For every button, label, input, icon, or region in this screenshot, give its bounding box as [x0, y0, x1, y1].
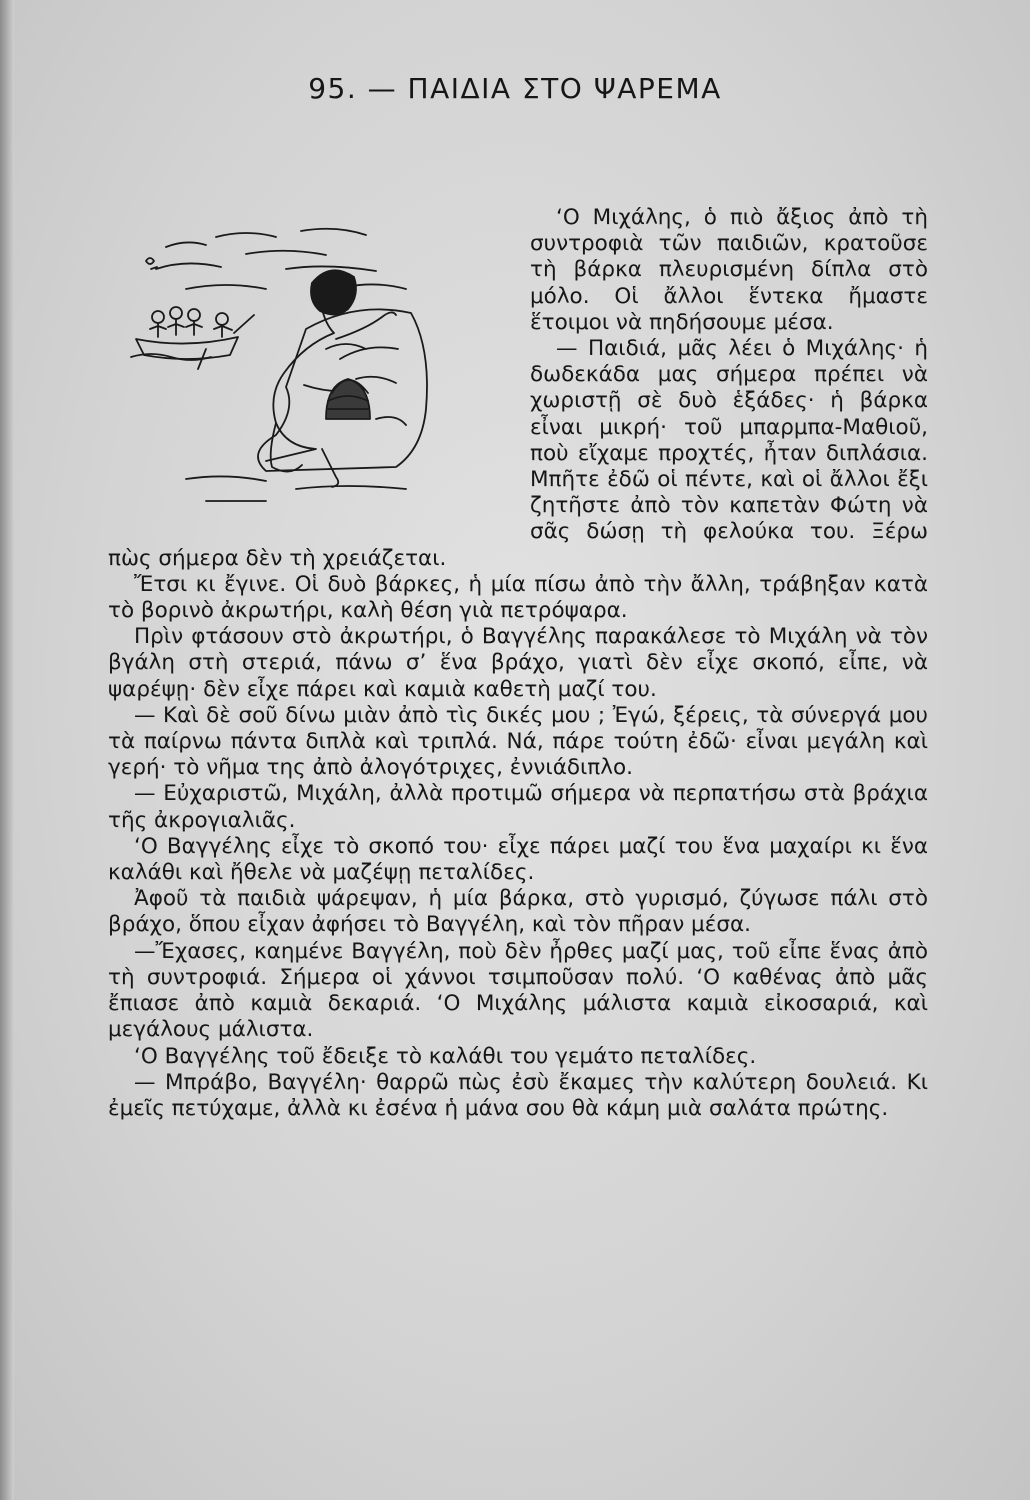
paragraph-9: —Ἔχασες, καημένε Βαγγέλη, ποὺ δὲν ἦρθες μαζί μας, τοῦ εἶπε ἕνας ἀπὸ τὴ συντροφιά. Σήμερα οἱ χάννοι τσιμποῦσαν πολύ. ‘Ο καθένας ἀπὸ μᾶς ἔπιασε ἀπὸ καμιὰ δεκαριά. ‘Ο Μιχάλης μάλιστα καμιὰ εἰκοσαριά, καὶ μεγάλους μάλιστα. [108, 938, 928, 1043]
paragraph-5: — Καὶ δὲ σοῦ δίνω μιὰν ἀπὸ τὶς δικές μου ; Ἐγώ, ξέρεις, τὰ σύνεργά μου τὰ παίρνω πάντα διπλὰ καὶ τριπλά. Νά, πάρε τούτη ἐδῶ· εἶναι μεγάλη καὶ γερή· τὸ νῆμα της ἀπὸ ἀλογότριχες, ἐννιάδιπλο. [108, 702, 928, 781]
illustration-area [108, 205, 512, 545]
story-text [108, 205, 928, 1122]
paragraph-4: Πρὶν φτάσουν στὸ ἀκρωτήρι, ὁ Βαγγέλης παρακάλεσε τὸ Μιχάλη νὰ τὸν βγάλη στὴ στεριά, πάνω σ’ ἕνα βράχο, γιατὶ δὲν εἶχε σκοπό, εἶπε, νὰ ψαρέψῃ· δὲν εἶχε πάρει καὶ καμιὰ καθετὴ μαζί του. [108, 624, 928, 702]
paragraph-11: — Μπράβο, Βαγγέλη· θαρρῶ πὼς ἐσὺ ἔκαμες τὴν καλύτερη δουλειά. Κι ἐμεῖς πετύχαμε, ἀλλὰ κι ἐσένα ἡ μάνα σου θὰ κάμη μιὰ σαλάτα πρώτης. [108, 1069, 928, 1121]
book-spine-shadow [0, 0, 14, 1500]
paragraph-2: — Παιδιά, μᾶς λέει ὁ Μιχάλης· ἡ δωδεκάδα μας σήμερα πρέπει νὰ χωριστῇ σὲ δυὸ ἑξάδες· ἡ βάρκα εἶναι μικρή· τοῦ μπαρμπα-Μαθιοῦ, ποὺ εἴχαμε προχτές, ἦταν διπλάσια. Μπῆτε ἐδῶ οἱ πέντε, καὶ οἱ ἄλλοι ἔξι ζητῆστε ἀπὸ τὸν καπετὰν Φώτη νὰ σᾶς δώσῃ τὴ φελούκα του. Ξέρω πὼς σήμερα δὲν τὴ χρειάζεται. [108, 336, 928, 571]
paragraph-6: — Εὐχαριστῶ, Μιχάλη, ἀλλὰ προτιμῶ σήμερα νὰ περπατήσω στὰ βράχια τῆς ἀκρογιαλιᾶς. [108, 781, 928, 833]
paragraph-3: Ἔτσι κι ἔγινε. Οἱ δυὸ βάρκες, ἡ μία πίσω ἀπὸ τὴν ἄλλη, τράβηξαν κατὰ τὸ βορινὸ ἀκρωτήρι, καλὴ θέση γιὰ πετρόψαρα. [108, 571, 928, 624]
paragraph-7: ‘Ο Βαγγέλης εἶχε τὸ σκοπό του· εἶχε πάρει μαζί του ἕνα μαχαίρι κι ἕνα καλάθι καὶ ἤθελε νὰ μαζέψῃ πεταλίδες. [108, 833, 928, 886]
boy-on-rock-with-basket-and-children-in-boat-icon [126, 209, 456, 509]
paragraph-1: ‘Ο Μιχάλης, ὁ πιὸ ἄξιος ἀπὸ τὴ συντροφιὰ τῶν παιδιῶν, κρατοῦσε τὴ βάρκα πλευρισμένη δίπλα στὸ μόλο. Οἱ ἄλλοι ἕντεκα ἤμαστε ἕτοιμοι νὰ πηδήσουμε μέσα. [530, 205, 928, 335]
paragraph-10: ‘Ο Βαγγέλης τοῦ ἔδειξε τὸ καλάθι του γεμάτο πεταλίδες. [134, 1043, 757, 1069]
page-title: 95. — ΠΑΙΔΙΑ ΣΤΟ ΨΑΡΕΜΑ [308, 72, 722, 105]
paragraph-8: Ἀφοῦ τὰ παιδιὰ ψάρεψαν, ἡ μία βάρκα, στὸ γυρισμό, ζύγωσε πάλι στὸ βράχο, ὅπου εἶχαν ἀφήσει τὸ Βαγγέλη, καὶ τὸν πῆραν μέσα. [108, 886, 928, 938]
